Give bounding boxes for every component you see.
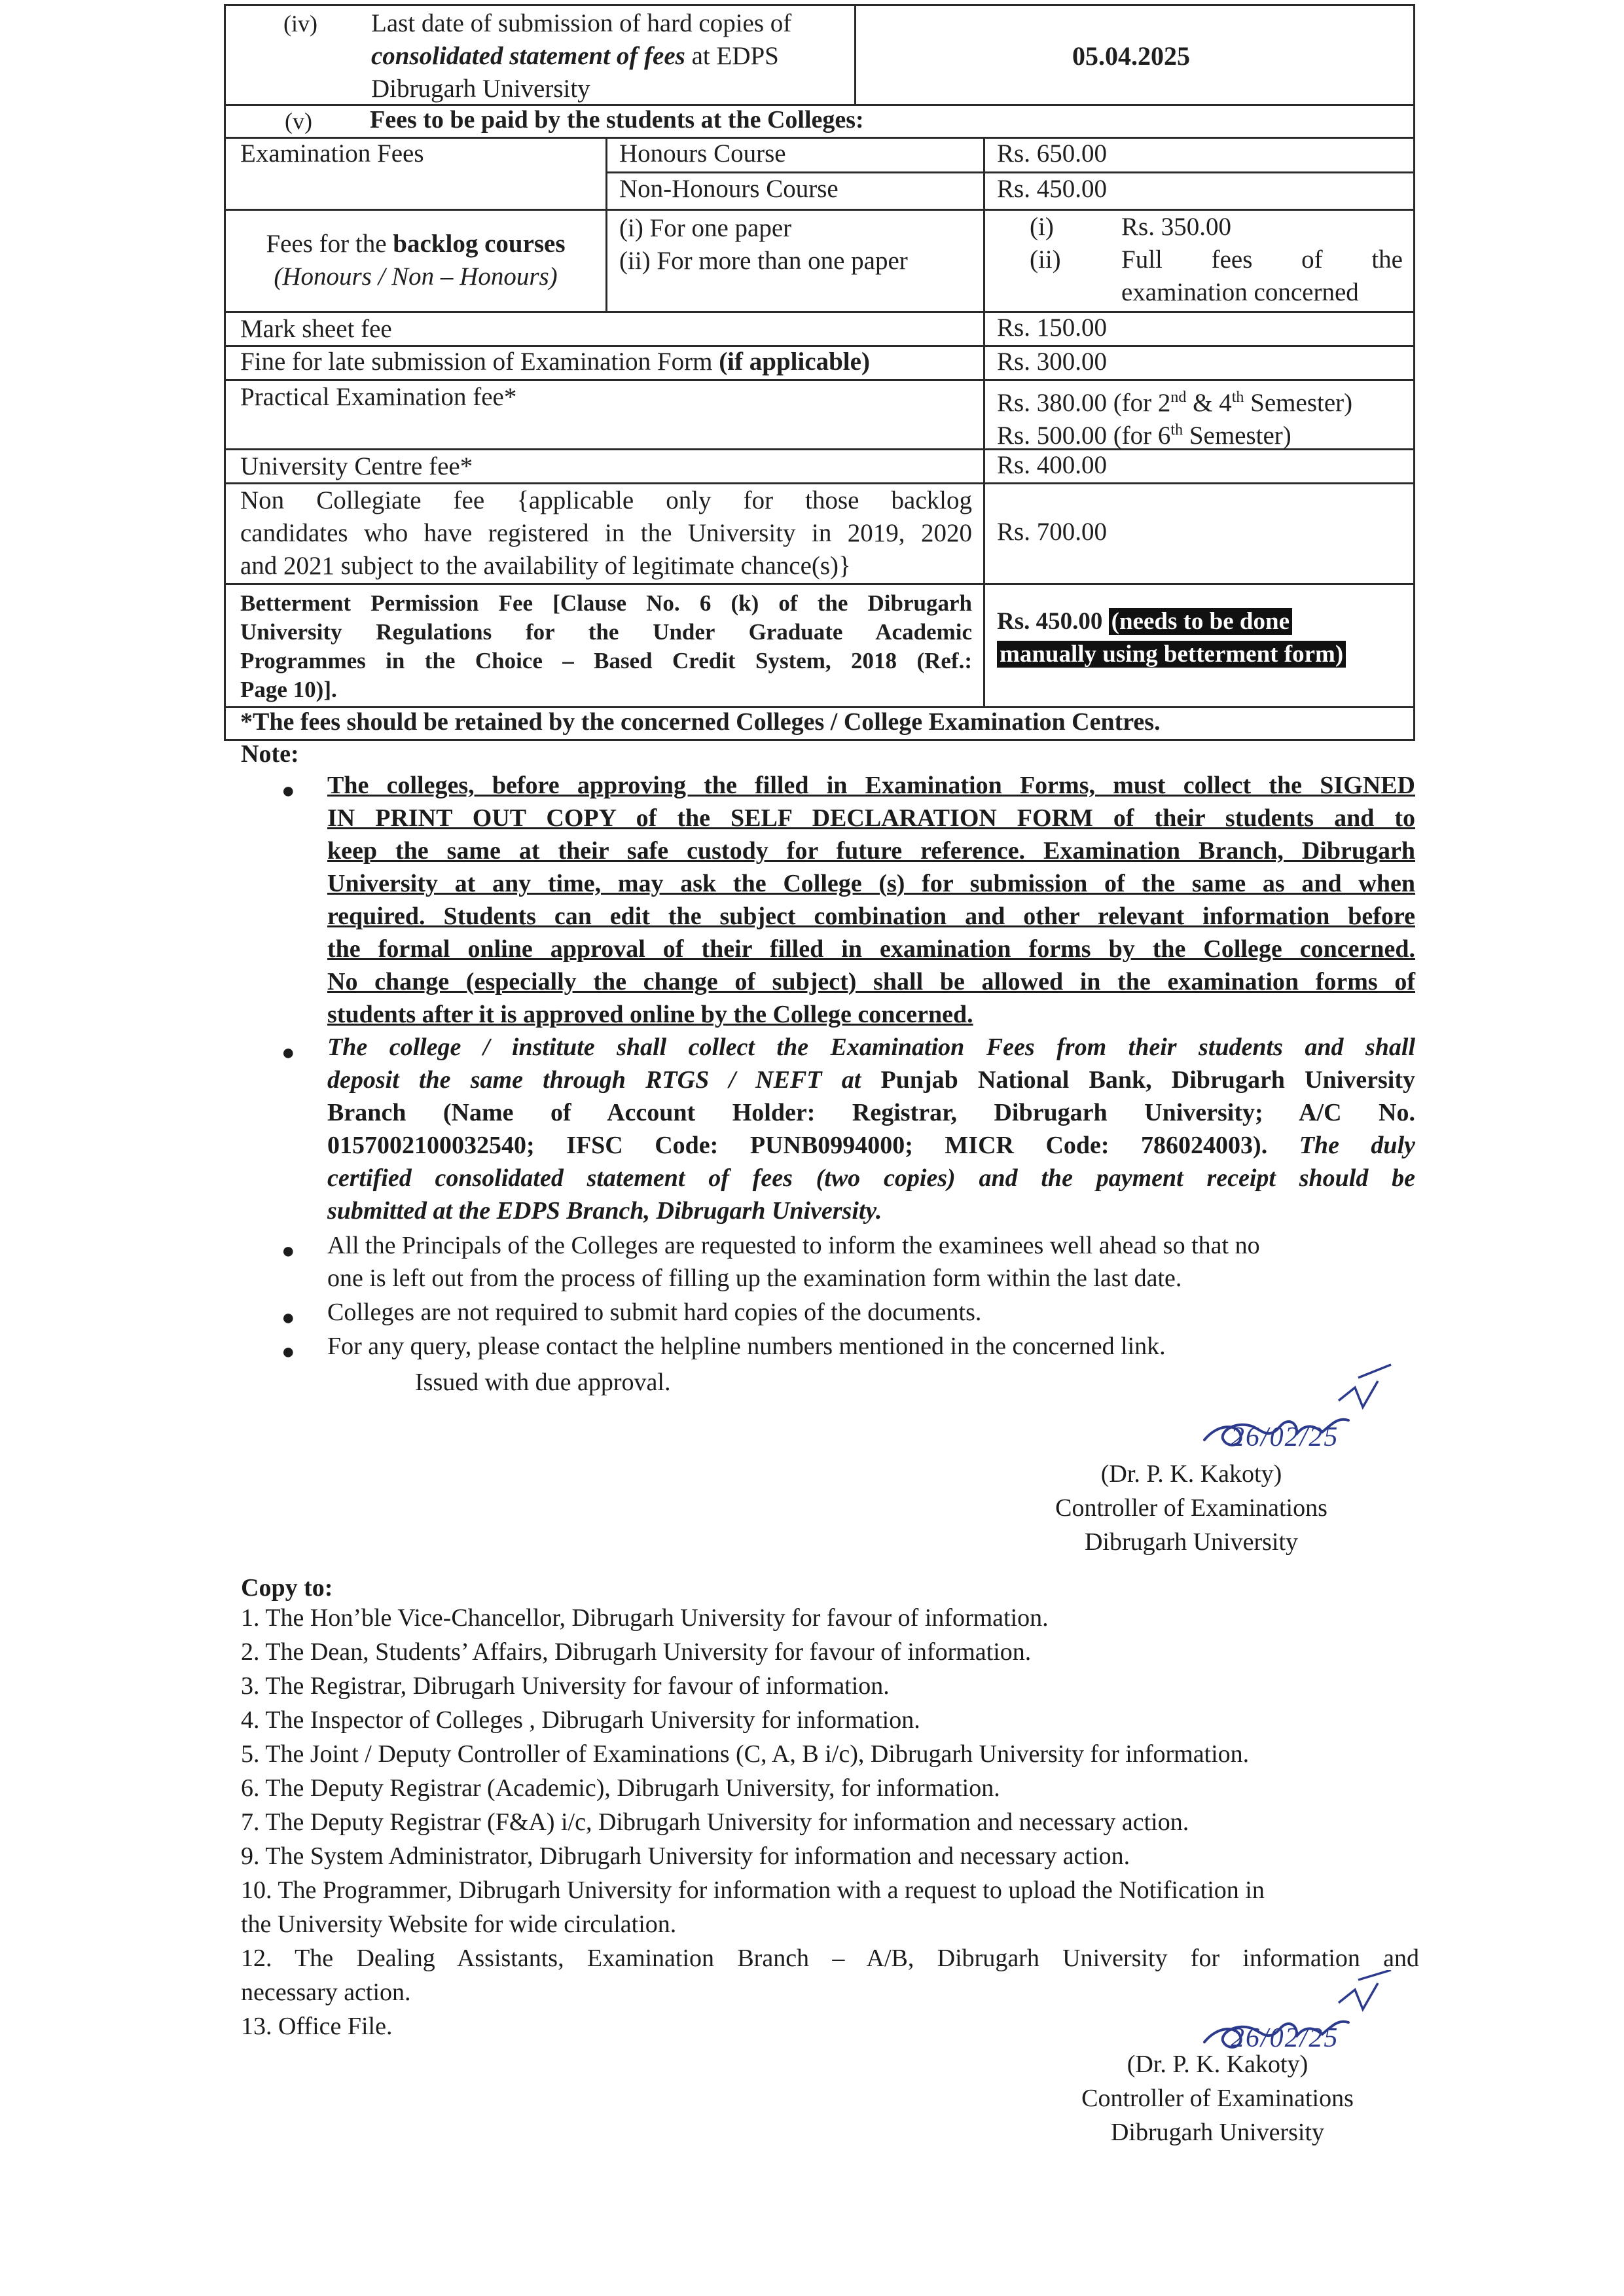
backlog-label xyxy=(226,228,605,293)
bullet-2: ● xyxy=(281,1041,295,1065)
backlog-label-sub: (Honours / Non – Honours) xyxy=(274,262,558,291)
honours-label-cell xyxy=(605,139,985,173)
practical-fee-line1-a: Rs. 380.00 (for 2 xyxy=(997,389,1171,417)
copy-to-item: 4. The Inspector of Colleges , Dibrugarh University for information. xyxy=(241,1706,920,1734)
note-1-line: IN PRINT OUT COPY of the SELF DECLARATION FORM of their students and to xyxy=(327,804,1415,832)
copy-to-item-13: 13. Office File. xyxy=(241,2013,393,2040)
practical-sup-th-2: th xyxy=(1170,422,1183,439)
practical-fee-line1-b: & 4 xyxy=(1186,389,1232,417)
late-fine-label-cell xyxy=(224,347,985,381)
note-2-line2-italic: deposit the same through RTGS / NEFT at xyxy=(327,1066,861,1094)
betterment-fee-cell xyxy=(983,585,1415,708)
non-honours-label: Non-Honours Course xyxy=(619,175,839,203)
signature-2-name: (Dr. P. K. Kakoty) xyxy=(1127,2051,1308,2078)
bullet-3: ● xyxy=(281,1239,295,1263)
note-3-line: one is left out from the process of filling up the examination form within the last date. xyxy=(327,1265,1182,1292)
university-centre-fee: Rs. 400.00 xyxy=(997,451,1107,479)
backlog-label-cell xyxy=(224,211,607,313)
honours-fee: Rs. 650.00 xyxy=(997,139,1107,168)
note-heading: Note: xyxy=(241,740,299,768)
note-1-line: required. Students can edit the subject combination and other relevant information before xyxy=(327,903,1415,930)
non-collegiate-line2: candidates who have registered in the University in 2019, 2020 xyxy=(240,519,972,547)
note-2-line5: certified consolidated statement of fees (two copies) and the payment receipt should be xyxy=(327,1164,1415,1192)
backlog-label-prefix: Fees for the xyxy=(266,230,387,258)
row-v-heading: Fees to be paid by the students at the Colleges: xyxy=(370,106,864,134)
copy-to-item-12-line2: necessary action. xyxy=(241,1979,411,2006)
bullet-4: ● xyxy=(281,1306,295,1330)
note-2-line3: Branch (Name of Account Holder: Registrar, Dibrugarh University; A/C No. xyxy=(327,1099,1415,1126)
copy-to-item-12-line1: 12. The Dealing Assistants, Examination Branch – A/B, Dibrugarh University for information and xyxy=(241,1945,1419,1972)
betterment-label-cell xyxy=(224,585,985,708)
backlog-option-more: (ii) For more than one paper xyxy=(619,247,908,275)
row-iv-text-italic: consolidated statement of fees xyxy=(371,42,685,70)
row-iv-number: (iv) xyxy=(283,10,317,37)
honours-fee-cell xyxy=(983,139,1415,173)
note-2-line4-bold: 0157002100032540; IFSC Code: PUNB0994000; MICR Code: 786024003). xyxy=(327,1132,1268,1159)
copy-to-item: 5. The Joint / Deputy Controller of Examinations (C, A, B i/c), Dibrugarh University for information. xyxy=(241,1740,1250,1768)
university-centre-fee-cell xyxy=(983,450,1415,484)
backlog-label-bold: backlog courses xyxy=(393,230,566,258)
signature-2-institution: Dibrugarh University xyxy=(1110,2119,1325,2146)
signature-2-block xyxy=(1047,2047,1388,2149)
note-2-line6: submitted at the EDPS Branch, Dibrugarh University. xyxy=(327,1197,882,1225)
exam-fees-label-cell xyxy=(224,139,607,211)
copy-to-item: 6. The Deputy Registrar (Academic), Dibrugarh University, for information. xyxy=(241,1774,1000,1802)
betterment-line1: Betterment Permission Fee [Clause No. 6 (k) of the Dibrugarh xyxy=(240,590,972,616)
note-1-line: students after it is approved online by the College concerned. xyxy=(327,1001,973,1028)
backlog-options-cell xyxy=(605,211,985,313)
betterment-line4: Page 10)]. xyxy=(240,677,337,702)
practical-label: Practical Examination fee* xyxy=(240,383,517,411)
note-1-line: keep the same at their safe custody for future reference. Examination Branch, Dibrugarh xyxy=(327,837,1415,865)
backlog-fee-ii-line2: examination concerned xyxy=(1121,278,1359,306)
note-1-line: No change (especially the change of subject) shall be allowed in the examination forms of xyxy=(327,968,1415,996)
row-iv-text xyxy=(371,7,842,105)
betterment-line2: University Regulations for the Under Graduate Academic xyxy=(240,619,972,645)
copy-to-item: 2. The Dean, Students’ Affairs, Dibrugarh University for favour of information. xyxy=(241,1638,1032,1666)
row-v-number: (v) xyxy=(285,108,312,134)
note-4: Colleges are not required to submit hard copies of the documents. xyxy=(327,1299,982,1326)
row-iv-text-part2: at EDPS xyxy=(691,42,779,70)
university-centre-label-cell xyxy=(224,450,985,484)
practical-sup-th-1: th xyxy=(1231,389,1244,406)
copy-to-item-10-line1: 10. The Programmer, Dibrugarh University for information with a request to upload the Notification in xyxy=(241,1876,1265,1904)
non-honours-label-cell xyxy=(605,171,985,211)
honours-label: Honours Course xyxy=(619,139,786,168)
practical-fee-line2-a: Rs. 500.00 (for 6 xyxy=(997,422,1171,450)
note-3-line: All the Principals of the Colleges are requested to inform the examinees well ahead so that no xyxy=(327,1232,1260,1259)
note-1 xyxy=(327,769,1415,1031)
note-2-line4-italic: The duly xyxy=(1299,1132,1415,1159)
non-honours-fee: Rs. 450.00 xyxy=(997,175,1107,203)
note-1-line: the formal online approval of their filled in examination forms by the College concerned. xyxy=(327,935,1415,963)
row-iv-date-cell xyxy=(854,4,1415,106)
backlog-fee-i-num: (i) xyxy=(1030,213,1054,241)
copy-to-item-10-line2: the University Website for wide circulation. xyxy=(241,1910,677,1938)
non-collegiate-fee-cell xyxy=(983,484,1415,585)
exam-fees-label: Examination Fees xyxy=(240,139,424,168)
signature-1-designation: Controller of Examinations xyxy=(1055,1494,1327,1522)
note-5: For any query, please contact the helpline numbers mentioned in the concerned link. xyxy=(327,1333,1166,1360)
betterment-fee-line2 xyxy=(997,639,1346,670)
late-fine-label xyxy=(240,346,870,378)
betterment-fee: Rs. 450.00 xyxy=(997,608,1103,635)
practical-fee-line2-b: Semester) xyxy=(1183,422,1291,450)
bullet-1: ● xyxy=(281,779,295,803)
signature-1-date: 26/02/25 xyxy=(1231,1422,1339,1452)
university-centre-label: University Centre fee* xyxy=(240,452,473,480)
copy-to-item: 3. The Registrar, Dibrugarh University for favour of information. xyxy=(241,1672,890,1700)
mark-sheet-label: Mark sheet fee xyxy=(240,315,392,343)
betterment-fee-line1 xyxy=(997,606,1292,637)
fee-footer-cell xyxy=(224,708,1415,741)
practical-fee-line1-c: Semester) xyxy=(1244,389,1353,417)
backlog-fee-ii-num: (ii) xyxy=(1030,245,1061,274)
late-fine-label-bold: (if applicable) xyxy=(719,348,870,376)
issued-with-approval: Issued with due approval. xyxy=(415,1369,671,1396)
signature-2-designation: Controller of Examinations xyxy=(1081,2085,1354,2112)
note-2-line1: The college / institute shall collect the Examination Fees from their students and shall xyxy=(327,1033,1415,1061)
backlog-fee-i: Rs. 350.00 xyxy=(1121,213,1231,241)
practical-sup-nd: nd xyxy=(1170,389,1187,406)
signature-1-image xyxy=(1191,1361,1401,1473)
row-iv-text-part3: Dibrugarh University xyxy=(371,75,590,103)
bullet-5: ● xyxy=(281,1340,295,1364)
backlog-fees-cell xyxy=(983,211,1415,313)
copy-to-item: 9. The System Administrator, Dibrugarh University for information and necessary action. xyxy=(241,1842,1130,1870)
note-2 xyxy=(327,1031,1415,1227)
practical-fee-cell xyxy=(983,381,1415,450)
non-honours-fee-cell xyxy=(983,171,1415,211)
fee-footer-note: *The fees should be retained by the concerned Colleges / College Examination Centres. xyxy=(240,708,1161,736)
late-fine-fee: Rs. 300.00 xyxy=(997,348,1107,376)
row-iv-date: 05.04.2025 xyxy=(1072,41,1190,71)
note-2-line2-bold: Punjab National Bank, Dibrugarh University xyxy=(880,1066,1416,1094)
betterment-line3: Programmes in the Choice – Based Credit System, 2018 (Ref.: xyxy=(240,648,972,673)
note-3 xyxy=(327,1229,1415,1295)
note-1-line: The colleges, before approving the filled in Examination Forms, must collect the SIGNED xyxy=(327,772,1415,799)
betterment-highlight-1: (needs to be done xyxy=(1109,608,1292,635)
signature-1-name: (Dr. P. K. Kakoty) xyxy=(1100,1460,1282,1488)
backlog-option-one: (i) For one paper xyxy=(619,214,792,242)
signature-2-date: 26/02/25 xyxy=(1231,2023,1339,2053)
row-v-heading-cell xyxy=(224,106,1415,139)
non-collegiate-line3: and 2021 subject to the availability of legitimate chance(s)} xyxy=(240,552,851,580)
note-2-line4 xyxy=(327,1129,1415,1162)
mark-sheet-fee-cell xyxy=(983,313,1415,347)
late-fine-label-text: Fine for late submission of Examination Form xyxy=(240,348,713,376)
note-1-line: University at any time, may ask the College (s) for submission of the same as and when xyxy=(327,870,1415,897)
signature-1-institution: Dibrugarh University xyxy=(1084,1528,1299,1556)
row-iv-text-part1: Last date of submission of hard copies of xyxy=(371,9,792,37)
copy-to-item: 7. The Deputy Registrar (F&A) i/c, Dibrugarh University for information and necessary action. xyxy=(241,1808,1189,1836)
late-fine-fee-cell xyxy=(983,347,1415,381)
copy-to-heading: Copy to: xyxy=(241,1574,333,1602)
backlog-fee-ii-line1: Full fees of the xyxy=(1121,245,1403,274)
non-collegiate-line1: Non Collegiate fee {applicable only for those backlog xyxy=(240,486,972,514)
non-collegiate-fee: Rs. 700.00 xyxy=(997,518,1107,546)
mark-sheet-label-cell xyxy=(224,313,985,347)
row-iv-description-cell xyxy=(224,4,856,106)
copy-to-item: 1. The Hon’ble Vice-Chancellor, Dibrugarh University for favour of information. xyxy=(241,1604,1049,1632)
betterment-highlight-2: manually using betterment form) xyxy=(997,641,1346,668)
signature-1-block xyxy=(1021,1457,1362,1559)
mark-sheet-fee: Rs. 150.00 xyxy=(997,314,1107,342)
practical-label-cell xyxy=(224,381,985,450)
non-collegiate-label-cell xyxy=(224,484,985,585)
note-2-line2 xyxy=(327,1064,1415,1096)
practical-fee-line2 xyxy=(997,414,1291,452)
